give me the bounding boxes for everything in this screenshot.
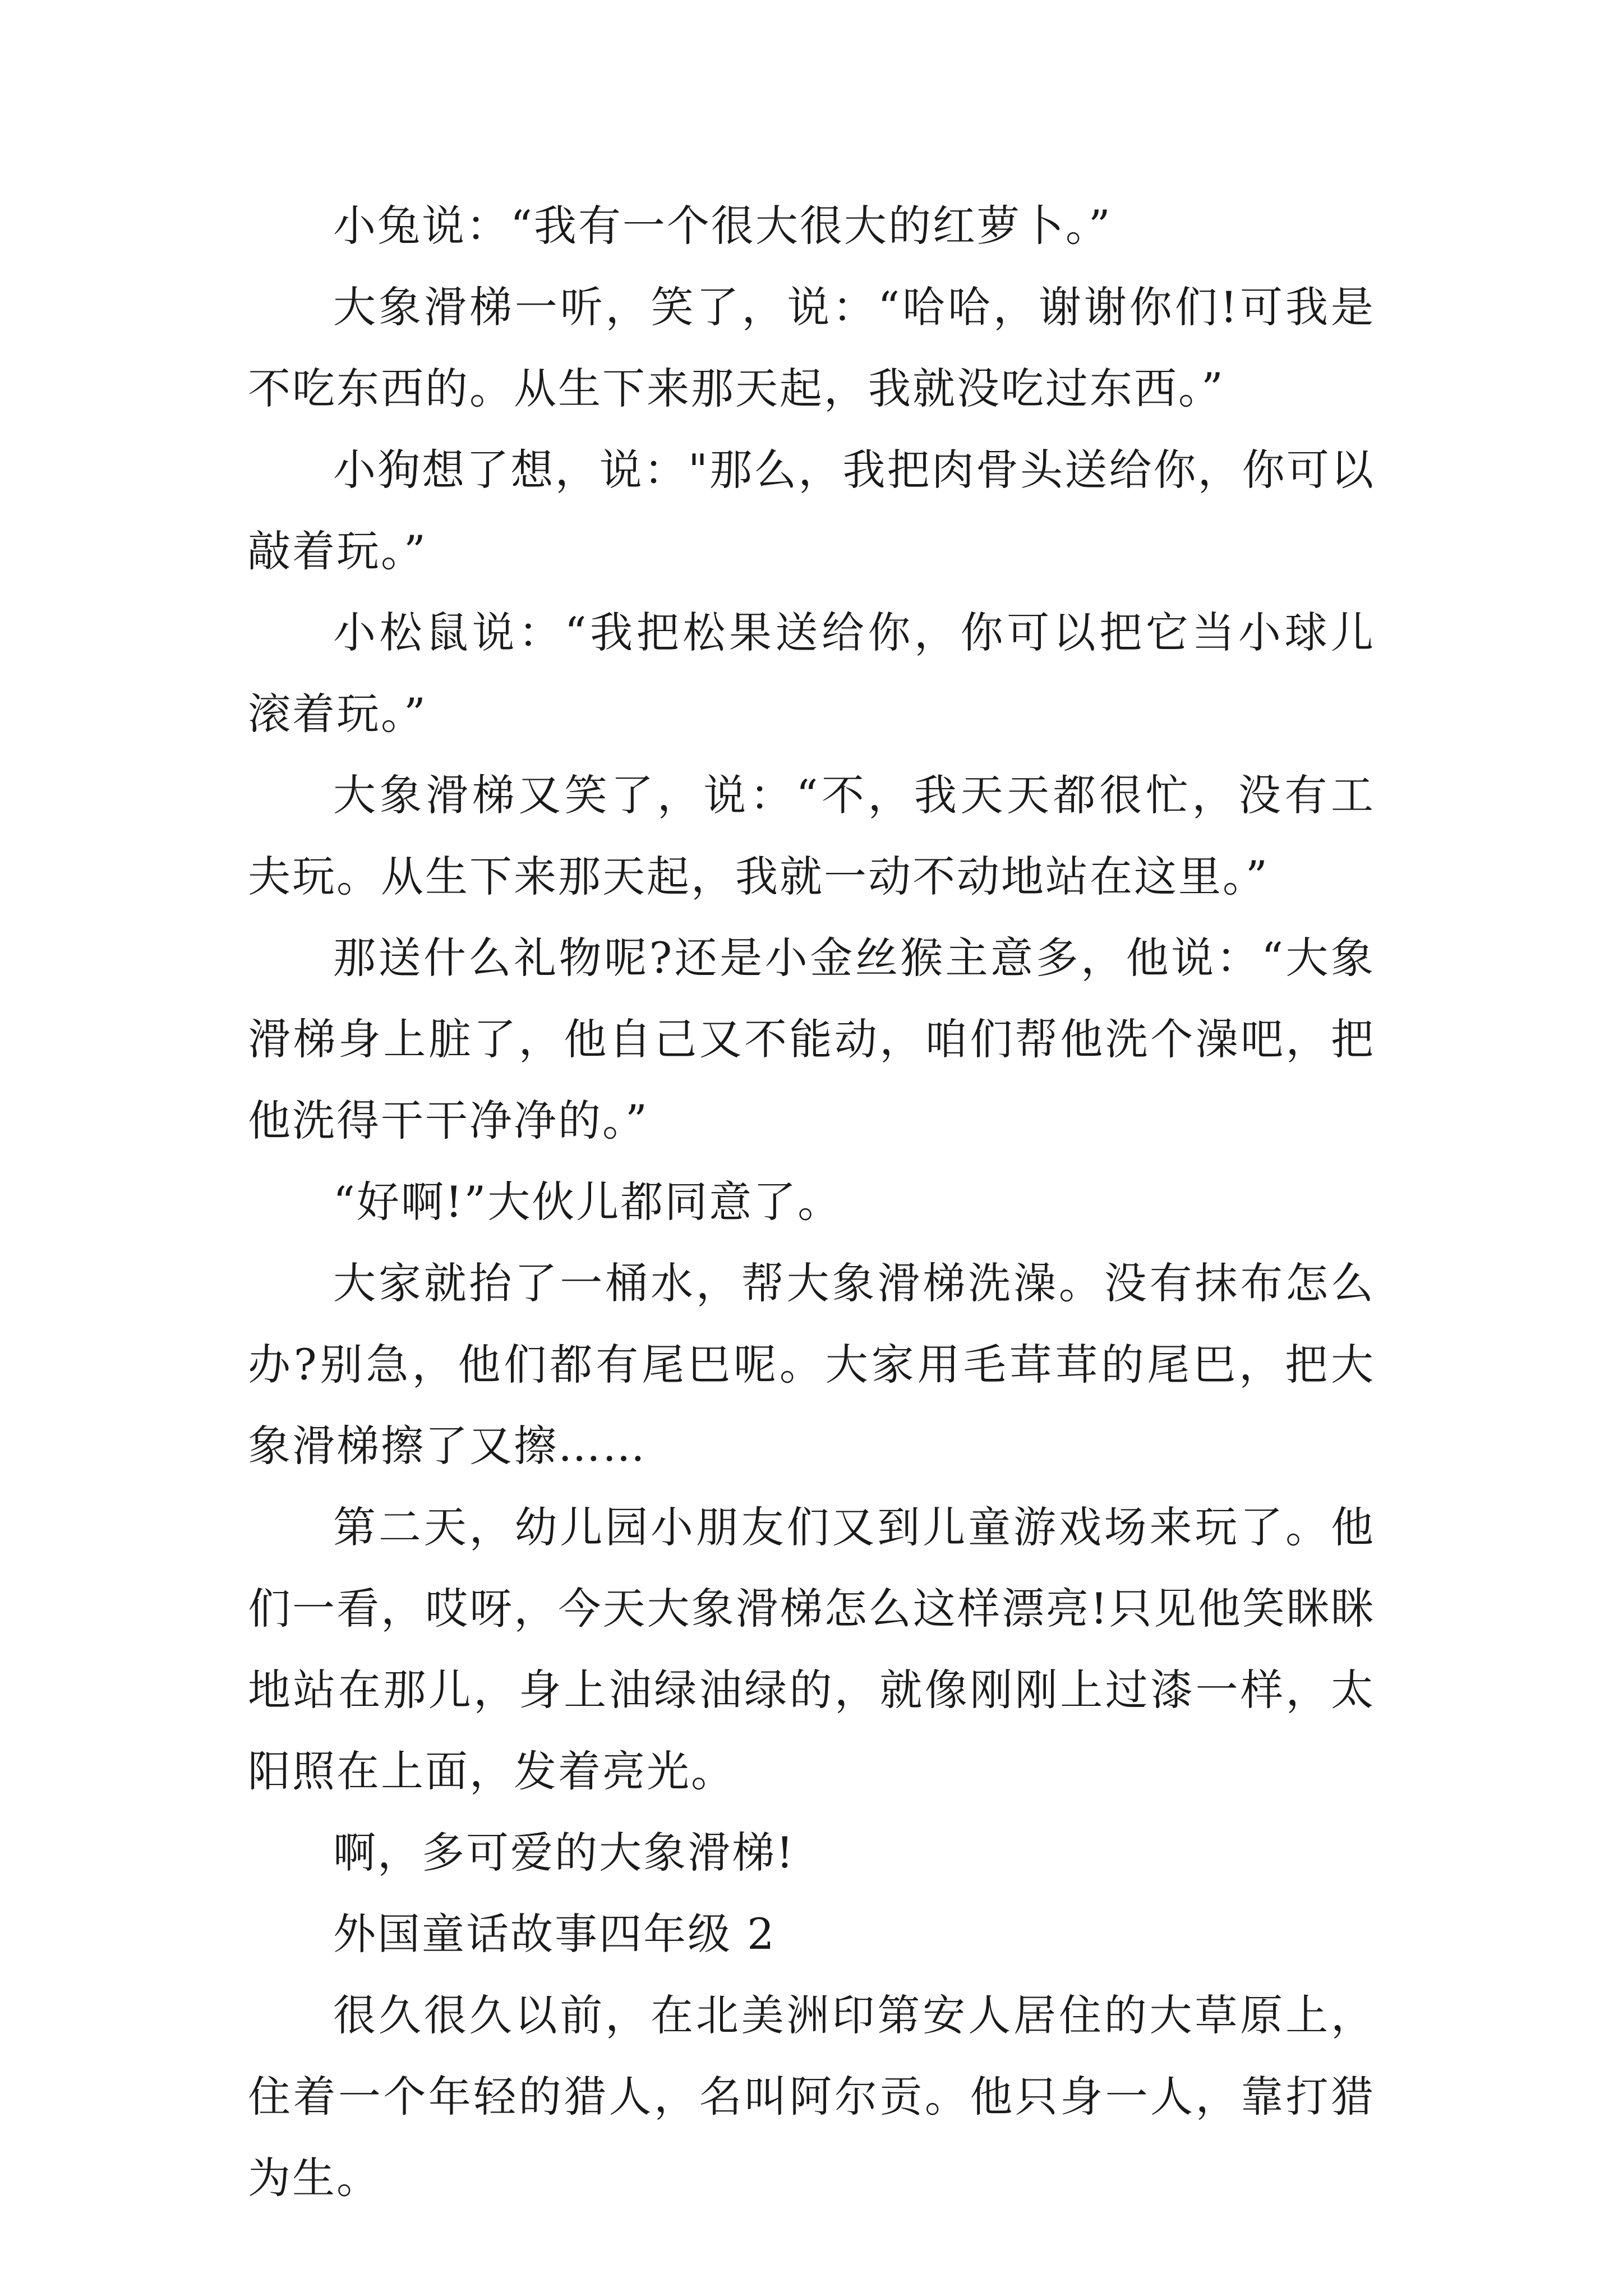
paragraph: 第二天，幼儿园小朋友们又到儿童游戏场来玩了。他们一看，哎呀，今天大象滑梯怎么这样漂亮!只见他笑眯眯地站在那儿，身上油绿油绿的，就像刚刚上过漆一样，太阳照在上面，发着亮光。 <box>248 1502 1375 1796</box>
section-heading: 外国童话故事四年级 2 <box>333 1909 776 1959</box>
paragraph: “好啊!”大伙儿都同意了。 <box>333 1177 842 1227</box>
paragraph: 啊，多可爱的大象滑梯! <box>333 1828 795 1878</box>
paragraph: 那送什么礼物呢?还是小金丝猴主意多，他说：“大象滑梯身上脏了，他自己又不能动，咱们帮他洗个澡吧，把他洗得干干净净的。” <box>248 933 1375 1145</box>
paragraph: 小兔说：“我有一个很大很大的红萝卜。” <box>333 201 1112 251</box>
paragraph: 大象滑梯一听，笑了，说：“哈哈，谢谢你们!可我是不吃东西的。从生下来那天起，我就没吃过东西。” <box>248 282 1375 413</box>
paragraph: 大家就抬了一桶水，帮大象滑梯洗澡。没有抹布怎么办?别急，他们都有尾巴呢。大家用毛茸茸的尾巴，把大象滑梯擦了又擦…… <box>248 1258 1375 1471</box>
paragraph: 大象滑梯又笑了，说：“不，我天天都很忙，没有工夫玩。从生下来那天起，我就一动不动地站在这里。” <box>248 770 1375 901</box>
paragraph: 小狗想了想，说："那么，我把肉骨头送给你，你可以敲着玩。” <box>248 445 1375 576</box>
paragraph: 小松鼠说：“我把松果送给你，你可以把它当小球儿滚着玩。” <box>248 608 1375 739</box>
paragraph: 很久很久以前，在北美洲印第安人居住的大草原上，住着一个年轻的猎人，名叫阿尔贡。他只身一人，靠打猎为生。 <box>248 1990 1375 2203</box>
document-body <box>248 185 1375 2219</box>
